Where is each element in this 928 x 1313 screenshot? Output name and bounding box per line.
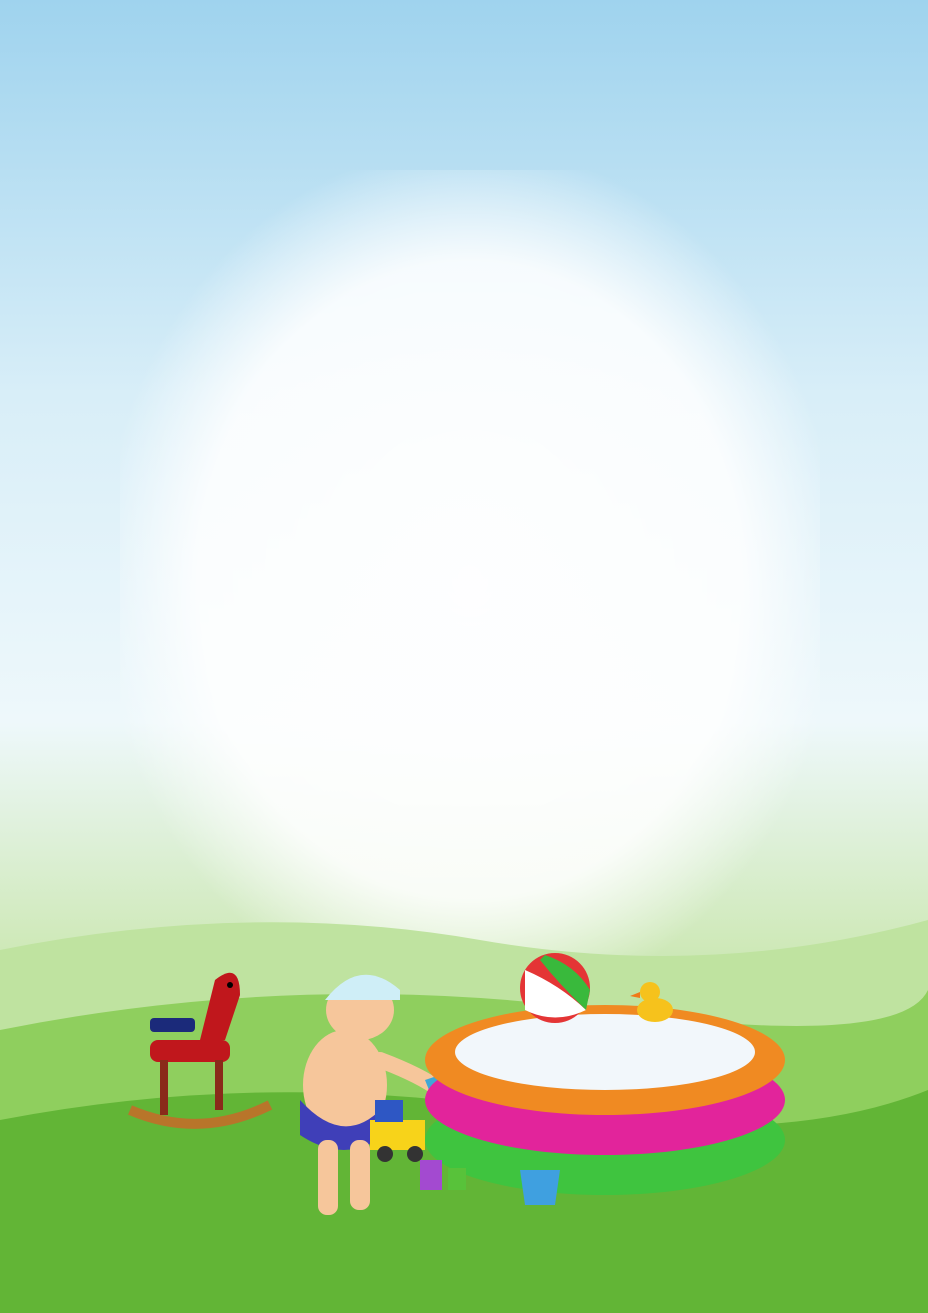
summer-scene <box>0 940 928 1313</box>
beach-ball-illustration <box>520 953 590 1023</box>
rocking-horse-illustration <box>130 973 270 1124</box>
toy-truck-illustration <box>370 1100 425 1162</box>
pool-illustration <box>425 1005 785 1195</box>
